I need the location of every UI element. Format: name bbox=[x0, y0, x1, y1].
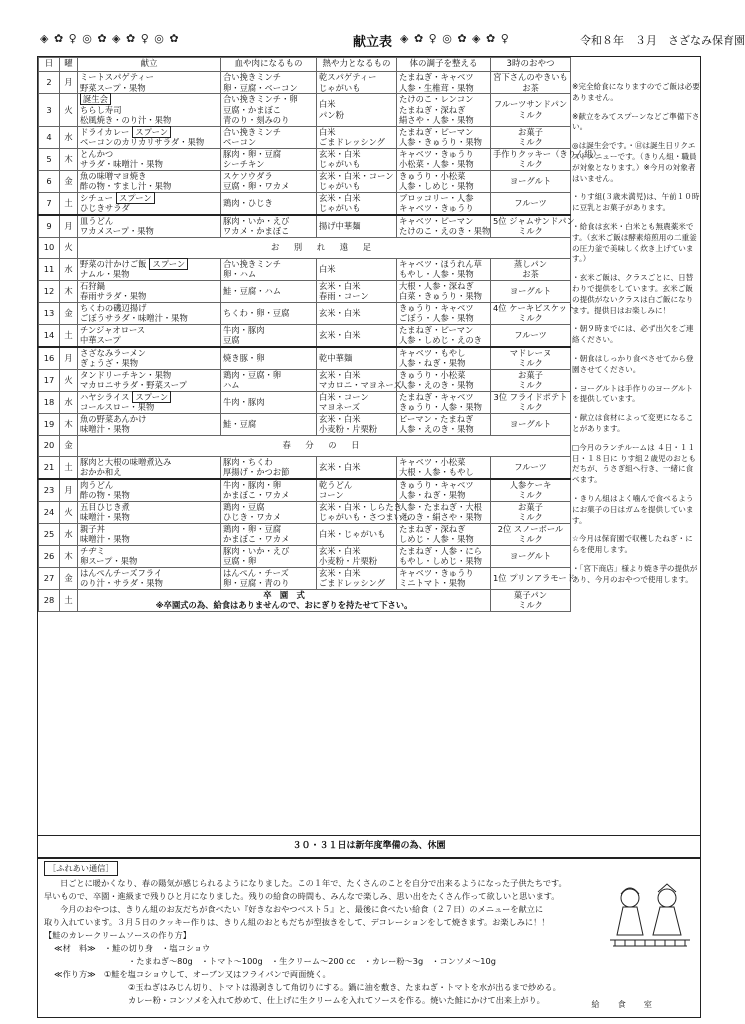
table-row bbox=[39, 148, 571, 170]
signature: 給食室 bbox=[591, 999, 670, 1009]
method-line: ≪作り方≫ ①鮭を塩コショウして、オーブン又はフライパンで両面焼く。 bbox=[54, 969, 331, 979]
newsletter-line: 取り入れています。３月５日のクッキー作りは、きりん組のおともだちが型抜きをして、デコレーションをして焼きます。お楽しみに！！ bbox=[44, 917, 550, 927]
spoon-tag: スプーン bbox=[149, 258, 188, 270]
protein-cell: 鮭・豆腐・ハム bbox=[221, 280, 317, 302]
vitamin-cell: キャベツ・ピーマン たけのこ・えのき・果物 bbox=[397, 215, 491, 238]
snack-cell: お菓子 ミルク bbox=[491, 369, 571, 391]
spoon-tag: スプーン bbox=[132, 391, 171, 403]
weekday: 火 bbox=[60, 94, 78, 127]
closure-note: ３０・３１日は新年度準備の為、休園 bbox=[37, 836, 701, 858]
snack-cell: 人参ケーキ ミルク bbox=[491, 479, 571, 502]
weekday: 月 bbox=[60, 72, 78, 94]
ingredients-line: ≪材 料≫ ・鮭の切り身 ・塩コショウ bbox=[54, 943, 211, 953]
day-number: 21 bbox=[39, 456, 60, 479]
day-number: 14 bbox=[39, 324, 60, 347]
birthday-tag: 誕生会 bbox=[80, 93, 111, 105]
weekday: 水 bbox=[60, 126, 78, 148]
menu-cell: 皿うどん ワカメスープ・果物 bbox=[78, 215, 221, 238]
snack-cell: 2位 スノーボール ミルク bbox=[491, 523, 571, 545]
col-day: 日 bbox=[39, 58, 60, 72]
vitamin-cell: キャベツ・小松菜 大根・人参・もやし bbox=[397, 456, 491, 479]
col-weekday: 曜 bbox=[60, 58, 78, 72]
weekday: 金 bbox=[60, 435, 78, 456]
vitamin-cell: ブロッコリー・人参 キャベツ・きゅうり bbox=[397, 192, 491, 215]
menu-cell: 誕生会 ちらし寿司 松風焼き・のり汁・果物 bbox=[78, 94, 221, 127]
note-item: ◎は誕生会です。・㊐は誕生日リクエストメニューです。（きりん組・職員が対象となります。）※今月の対象者はいません。 bbox=[572, 141, 697, 183]
protein-cell: 焼き豚・卵 bbox=[221, 347, 317, 370]
menu-cell: さざなみラーメン ぎょうざ・果物 bbox=[78, 347, 221, 370]
snack-cell: ヨーグルト bbox=[491, 545, 571, 567]
newsletter-line: 日ごとに暖かくなり、春の陽気が感じられるようになりました。この１年で、たくさんのことを自分で出来るようになった子供たちです。 bbox=[60, 878, 567, 888]
protein-cell: 鶏肉・豆腐 ひじき・ワカメ bbox=[221, 501, 317, 523]
table-row bbox=[39, 324, 571, 347]
snack-cell: お菓子 ミルク bbox=[491, 126, 571, 148]
protein-cell: 鮭・豆腐 bbox=[221, 413, 317, 435]
day-number: 11 bbox=[39, 258, 60, 280]
menu-cell: 野菜の汁かけご飯 スプーン ナムル・果物 bbox=[78, 258, 221, 280]
note-item: ・きりん組はよく噛んで食べるようにお菓子の日はガムを提供しています。 bbox=[572, 493, 694, 525]
note-item: ・献立は食材によって変更になることがあります。 bbox=[572, 413, 694, 433]
header-decoration-left: ◈ ✿ ♀ ◎ ✿ ◈ ✿ ♀ ◎ ✿ bbox=[40, 32, 180, 45]
newsletter-line: 今月のおやつは、きりん組のお友だちが食べたい『好きなおやつベスト５』と、最後に食べたい給食（２７日）のメニューを献立に bbox=[60, 904, 544, 914]
special-event: 春 分 の 日 bbox=[78, 435, 571, 456]
protein-cell: 合い挽きミンチ・卵 豆腐・かまぼこ 青のり・刻みのり bbox=[221, 94, 317, 127]
day-number: 6 bbox=[39, 170, 60, 192]
organization-date: 令和８年 ３月 さざなみ保育園 bbox=[580, 34, 745, 47]
protein-cell: 豚肉・ちくわ 厚揚げ・かつお節 bbox=[221, 456, 317, 479]
note-item: ☆今月は保育園で収穫したねぎ・にらを使用します。 bbox=[572, 534, 693, 555]
table-row bbox=[39, 435, 571, 456]
table-row bbox=[39, 170, 571, 192]
snack-cell: 5位 ジャムサンドパン ミルク bbox=[491, 215, 571, 238]
note-item: ・ヨーグルトは手作りのヨーグルトを提供しています。 bbox=[572, 383, 694, 404]
vitamin-cell: たまねぎ・人参・にら もやし・しめじ・果物 bbox=[397, 545, 491, 567]
day-number: 17 bbox=[39, 369, 60, 391]
vitamin-cell: たまねぎ・ピーマン 人参・しめじ・えのき bbox=[397, 324, 491, 347]
special-event: お 別 れ 遠 足 bbox=[78, 237, 571, 258]
table-row bbox=[39, 94, 571, 127]
day-number: 16 bbox=[39, 347, 60, 370]
snack-cell: 手作りクッキー（きりん組） ミルク bbox=[491, 148, 571, 170]
table-row bbox=[39, 215, 571, 238]
table-row bbox=[39, 72, 571, 94]
table-row bbox=[39, 545, 571, 567]
snack-cell: フルーツサンドパン ミルク bbox=[491, 94, 571, 127]
menu-cell: 親子丼 味噌汁・果物 bbox=[78, 523, 221, 545]
snack-cell: マドレーヌ ミルク bbox=[491, 347, 571, 370]
weekday: 水 bbox=[60, 391, 78, 413]
snack-cell: フルーツ bbox=[491, 456, 571, 479]
energy-cell: 白米・コーン マヨネーズ bbox=[317, 391, 397, 413]
vitamin-cell: きゅうり・キャベツ 人参・ねぎ・果物 bbox=[397, 479, 491, 502]
weekday: 土 bbox=[60, 589, 78, 611]
energy-cell: 乾中華麺 bbox=[317, 347, 397, 370]
protein-cell: 牛肉・豚肉 bbox=[221, 391, 317, 413]
menu-cell: 魚の味噌マヨ焼き 酢の物・すまし汁・果物 bbox=[78, 170, 221, 192]
method-line: カレー粉・コンソメを入れて炒めて、仕上げに生クリームを入れてソースを作る。焼いた鮭にかけて出来上がり。 bbox=[128, 995, 545, 1005]
page-header bbox=[40, 30, 745, 50]
energy-cell: 玄米・白米 ごまドレッシング bbox=[317, 567, 397, 589]
newsletter-line: 早いもので、卒園・進級まで残りひと月になりました。残りの給食の時間も、みんなで楽しみ、思い出をたくさん作って欲しいと思います。 bbox=[44, 891, 560, 901]
table-row bbox=[39, 567, 571, 589]
table-row bbox=[39, 523, 571, 545]
table-row bbox=[39, 126, 571, 148]
weekday: 土 bbox=[60, 324, 78, 347]
menu-cell: シチュー スプーン ひじきサラダ bbox=[78, 192, 221, 215]
weekday: 月 bbox=[60, 215, 78, 238]
snack-cell: 蒸しパン お茶 bbox=[491, 258, 571, 280]
menu-cell: チヂミ 卵スープ・果物 bbox=[78, 545, 221, 567]
weekday: 金 bbox=[60, 567, 78, 589]
protein-cell: 豚肉・いか・えび ワカメ・かまぼこ bbox=[221, 215, 317, 238]
hina-dolls-illustration bbox=[605, 880, 695, 950]
graduation-notice: 卒 園 式 ※卒園式の為、給食はありませんので、おにぎりを持たせて下さい。 bbox=[78, 589, 491, 611]
energy-cell: 白米・じゃがいも bbox=[317, 523, 397, 545]
day-number: 19 bbox=[39, 413, 60, 435]
day-number: 5 bbox=[39, 148, 60, 170]
weekday: 土 bbox=[60, 456, 78, 479]
day-number: 20 bbox=[39, 435, 60, 456]
day-number: 7 bbox=[39, 192, 60, 215]
energy-cell: 白米 ごまドレッシング bbox=[317, 126, 397, 148]
recipe-title: 【鮭のカレークリームソースの作り方】 bbox=[44, 930, 191, 940]
day-number: 28 bbox=[39, 589, 60, 611]
menu-cell: チンジャオロース 中華スープ bbox=[78, 324, 221, 347]
protein-cell: 牛肉・豚肉・卵 かまぼこ・ワカメ bbox=[221, 479, 317, 502]
weekday: 火 bbox=[60, 501, 78, 523]
protein-cell: 合い挽きミンチ ベーコン bbox=[221, 126, 317, 148]
energy-cell: 玄米・白米 bbox=[317, 456, 397, 479]
energy-cell: 玄米・白米 bbox=[317, 302, 397, 324]
table-header-row bbox=[39, 58, 571, 72]
vitamin-cell: キャベツ・きゅうり ミニトマト・果物 bbox=[397, 567, 491, 589]
table-row bbox=[39, 237, 571, 258]
day-number: 26 bbox=[39, 545, 60, 567]
menu-cell: はんぺんチーズフライ のり汁・サラダ・果物 bbox=[78, 567, 221, 589]
menu-cell: 豚肉と大根の味噌煮込み おかか和え bbox=[78, 456, 221, 479]
table-row bbox=[39, 192, 571, 215]
menu-cell: 石狩鍋 春雨サラダ・果物 bbox=[78, 280, 221, 302]
energy-cell: 乾うどん コーン bbox=[317, 479, 397, 502]
vitamin-cell: ピーマン・たまねぎ 人参・えのき・果物 bbox=[397, 413, 491, 435]
vitamin-cell: たまねぎ・深ねぎ しめじ・人参・果物 bbox=[397, 523, 491, 545]
energy-cell: 玄米・白米 小麦粉・片栗粉 bbox=[317, 413, 397, 435]
day-number: 27 bbox=[39, 567, 60, 589]
protein-cell: 合い挽きミンチ 卵・豆腐・ベーコン bbox=[221, 72, 317, 94]
table-row bbox=[39, 456, 571, 479]
protein-cell: 鶏肉・ひじき bbox=[221, 192, 317, 215]
weekday: 金 bbox=[60, 302, 78, 324]
energy-cell: 玄米・白米 春雨・コーン bbox=[317, 280, 397, 302]
protein-cell: 合い挽きミンチ 卵・ハム bbox=[221, 258, 317, 280]
weekday: 水 bbox=[60, 258, 78, 280]
protein-cell: 豚肉・卵・豆腐 シーチキン bbox=[221, 148, 317, 170]
snack-cell: 4位 ケーキビスケット ミルク bbox=[491, 302, 571, 324]
snack-cell: 3位 フライドポテト ミルク bbox=[491, 391, 571, 413]
vitamin-cell: きゅうり・小松菜 人参・しめじ・果物 bbox=[397, 170, 491, 192]
note-item: ・朝食はしっかり食べさせてから登園させてください。 bbox=[572, 353, 694, 374]
energy-cell: 白米 パン粉 bbox=[317, 94, 397, 127]
weekday: 水 bbox=[60, 523, 78, 545]
protein-cell: ちくわ・卵・豆腐 bbox=[221, 302, 317, 324]
table-row bbox=[39, 501, 571, 523]
snack-cell: フルーツ bbox=[491, 192, 571, 215]
protein-cell: 鶏肉・卵・豆腐 かまぼこ・ワカメ bbox=[221, 523, 317, 545]
protein-cell: はんぺん・チーズ 卵・豆腐・青のり bbox=[221, 567, 317, 589]
vitamin-cell: たけのこ・レンコン たまねぎ・深ねぎ 絹さや・人参・果物 bbox=[397, 94, 491, 127]
weekday: 金 bbox=[60, 170, 78, 192]
col-vitamin: 体の調子を整える bbox=[397, 58, 491, 72]
vitamin-cell: きゅうり・キャベツ ごぼう・人参・果物 bbox=[397, 302, 491, 324]
vitamin-cell: 人参・たまねぎ・大根 えのき・絹さや・果物 bbox=[397, 501, 491, 523]
weekday: 火 bbox=[60, 369, 78, 391]
day-number: 12 bbox=[39, 280, 60, 302]
col-protein: 血や肉になるもの bbox=[221, 58, 317, 72]
menu-cell: ハヤシライス スプーン コールスロー・果物 bbox=[78, 391, 221, 413]
table-row bbox=[39, 369, 571, 391]
table-row bbox=[39, 280, 571, 302]
vitamin-cell: キャベツ・もやし 人参・ねぎ・果物 bbox=[397, 347, 491, 370]
note-item: ・りす組(３歳未満児)は、午前１０時に豆乳とお菓子があります。 bbox=[572, 192, 700, 213]
col-menu: 献立 bbox=[78, 58, 221, 72]
energy-cell: 玄米・白米・しらたき じゃがいも・さつまいも bbox=[317, 501, 397, 523]
energy-cell: 乾スパゲティー じゃがいも bbox=[317, 72, 397, 94]
day-number: 2 bbox=[39, 72, 60, 94]
weekday: 木 bbox=[60, 413, 78, 435]
weekday: 木 bbox=[60, 148, 78, 170]
menu-cell: とんかつ サラダ・味噌汁・果物 bbox=[78, 148, 221, 170]
energy-cell: 玄米・白米・コーン じゃがいも bbox=[317, 170, 397, 192]
snack-cell: 1位 プリンアラモード bbox=[491, 567, 571, 589]
energy-cell: 玄米・白米 じゃがいも bbox=[317, 192, 397, 215]
day-number: 13 bbox=[39, 302, 60, 324]
snack-cell: ヨーグルト bbox=[491, 413, 571, 435]
vitamin-cell: きゅうり・小松菜 人参・えのき・果物 bbox=[397, 369, 491, 391]
protein-cell: スケソウダラ 豆腐・卵・ワカメ bbox=[221, 170, 317, 192]
vitamin-cell: たまねぎ・キャベツ 人参・生椎茸・果物 bbox=[397, 72, 491, 94]
day-number: 23 bbox=[39, 479, 60, 502]
day-number: 24 bbox=[39, 501, 60, 523]
day-number: 9 bbox=[39, 215, 60, 238]
day-number: 3 bbox=[39, 94, 60, 127]
table-row bbox=[39, 302, 571, 324]
note-item: ・朝９時までには、必ず出欠をご連絡ください。 bbox=[572, 324, 694, 345]
col-snack: 3時のおやつ bbox=[491, 58, 571, 72]
energy-cell: 揚げ中華麺 bbox=[317, 215, 397, 238]
table-row bbox=[39, 258, 571, 280]
snack-cell: フルーツ bbox=[491, 324, 571, 347]
energy-cell: 玄米・白米 小麦粉・片栗粉 bbox=[317, 545, 397, 567]
protein-cell: 牛肉・豚肉 豆腐 bbox=[221, 324, 317, 347]
menu-cell: 五目ひじき煮 味噌汁・果物 bbox=[78, 501, 221, 523]
energy-cell: 白米 bbox=[317, 258, 397, 280]
snack-cell: お菓子 ミルク bbox=[491, 501, 571, 523]
day-number: 10 bbox=[39, 237, 60, 258]
day-number: 4 bbox=[39, 126, 60, 148]
note-item: ※完全給食になりますのでご飯は必要ありません。 bbox=[572, 82, 700, 102]
menu-cell: 魚の野菜あんかけ 味噌汁・果物 bbox=[78, 413, 221, 435]
menu-table bbox=[38, 57, 601, 612]
weekday: 土 bbox=[60, 192, 78, 215]
table-row bbox=[39, 589, 571, 611]
note-item: ・給食は玄米・白米とも無農薬米です。（玄米ご飯は酵素焙煎用の二重釜の圧力釜で美味しく炊き上げています。） bbox=[572, 221, 697, 264]
menu-cell: 肉うどん 酢の物・果物 bbox=[78, 479, 221, 502]
day-number: 25 bbox=[39, 523, 60, 545]
menu-cell: タンドリーチキン・果物 マカロニサラダ・野菜スープ bbox=[78, 369, 221, 391]
method-line: ②玉ねぎはみじん切り、トマトは湯剥きして角切りにする。鍋に油を敷き、たまねぎ・トマトを水が出るまで炒める。 bbox=[128, 982, 561, 992]
vitamin-cell: キャベツ・ほうれん草 もやし・人参・果物 bbox=[397, 258, 491, 280]
snack-cell: ヨーグルト bbox=[491, 280, 571, 302]
menu-cell: ミートスパゲティー 野菜スープ・果物 bbox=[78, 72, 221, 94]
col-energy: 熱や力となるもの bbox=[317, 58, 397, 72]
weekday: 火 bbox=[60, 237, 78, 258]
energy-cell: 玄米・白米 bbox=[317, 324, 397, 347]
menu-cell: ちくわの磯辺揚げ ごぼうサラダ・味噌汁・果物 bbox=[78, 302, 221, 324]
weekday: 月 bbox=[60, 479, 78, 502]
spoon-tag: スプーン bbox=[132, 126, 171, 138]
spoon-tag: スプーン bbox=[116, 192, 155, 204]
snack-cell: 宮下さんのやきいも お茶 bbox=[491, 72, 571, 94]
newsletter bbox=[37, 858, 701, 1018]
notes-column bbox=[572, 82, 700, 593]
energy-cell: 玄米・白米 マカロニ・マヨネーズ bbox=[317, 369, 397, 391]
note-item: ・玄米ご飯は、クラスごとに、日替わりで提供をしています。玄米ご飯の提供がないクラスは白ご飯になります。提供日はお楽しみに！ bbox=[572, 273, 694, 315]
weekday: 木 bbox=[60, 545, 78, 567]
note-item: □今月のランチルームは ４日・１１日・１８日に りす組２歳児のおともだちが、うさぎ組へ行き、一緒に食べます。 bbox=[572, 442, 696, 485]
menu-cell: ドライカレー スプーン ベーコンのカリカリサラダ・果物 bbox=[78, 126, 221, 148]
header-decoration-right: ◈ ✿ ♀ ◎ ✿ ◈ ✿ ♀ bbox=[400, 32, 510, 45]
note-item: ※献立をみてスプーンなどご準備下さい。 bbox=[572, 111, 700, 132]
vitamin-cell: 大根・人参・深ねぎ 白菜・きゅうり・果物 bbox=[397, 280, 491, 302]
vitamin-cell: たまねぎ・キャベツ きゅうり・人参・果物 bbox=[397, 391, 491, 413]
ingredients-line: ・たまねぎ～80g ・トマト～100g ・生クリーム～200 cc ・カレー粉～3g ・コンソメ～10g bbox=[128, 956, 496, 966]
vitamin-cell: キャベツ・きゅうり 小松菜・人参・果物 bbox=[397, 148, 491, 170]
weekday: 木 bbox=[60, 280, 78, 302]
energy-cell: 玄米・白米 じゃがいも bbox=[317, 148, 397, 170]
day-number: 18 bbox=[39, 391, 60, 413]
table-row bbox=[39, 347, 571, 370]
table-row bbox=[39, 479, 571, 502]
protein-cell: 豚肉・いか・えび 豆腐・卵 bbox=[221, 545, 317, 567]
snack-cell: 菓子パン ミルク bbox=[491, 589, 571, 611]
note-item: ・「宮下商店」様より焼き芋の提供があり、今月のおやつで使用します。 bbox=[572, 563, 698, 584]
snack-cell: ヨーグルト bbox=[491, 170, 571, 192]
newsletter-title: ［ふれあい通信］ bbox=[44, 861, 118, 876]
weekday: 月 bbox=[60, 347, 78, 370]
table-row bbox=[39, 391, 571, 413]
vitamin-cell: たまねぎ・ピーマン 人参・きゅうり・果物 bbox=[397, 126, 491, 148]
table-row bbox=[39, 413, 571, 435]
page-title: 献立表 bbox=[353, 35, 393, 50]
protein-cell: 鶏肉・豆腐・卵 ハム bbox=[221, 369, 317, 391]
